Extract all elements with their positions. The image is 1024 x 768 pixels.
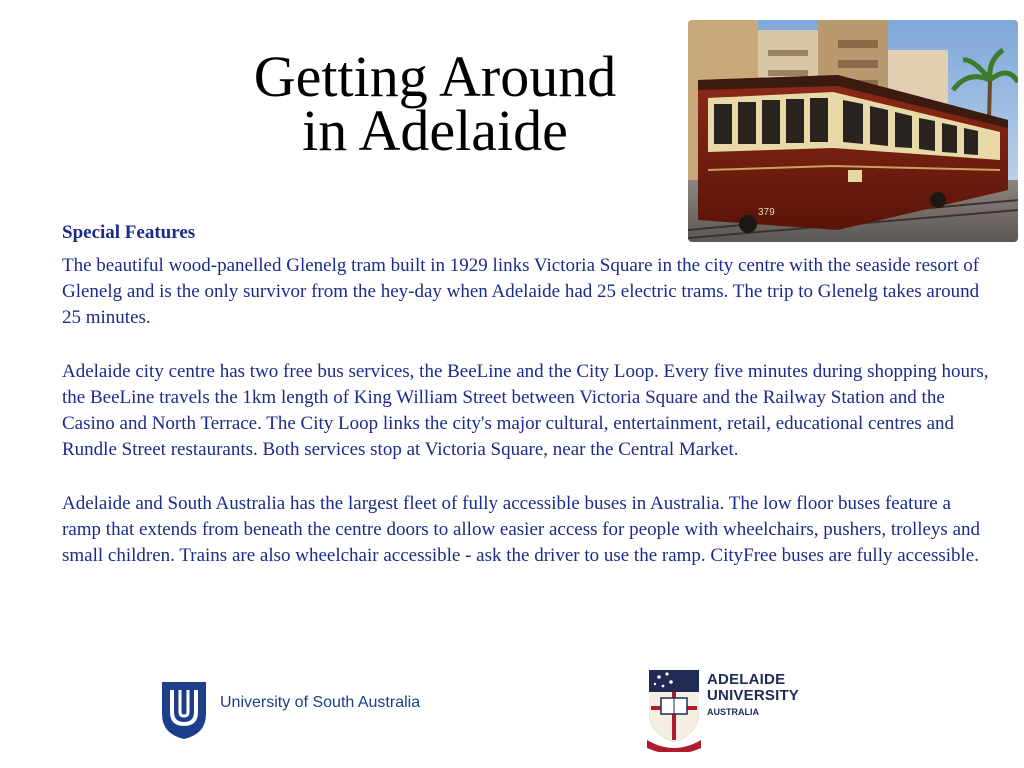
paragraph-accessible-buses: Adelaide and South Australia has the largest fleet of fully accessible buses in Australia. The low floor buses feature a ramp that extends from beneath the centre doors to allow easier access for people with wheelchairs, pushers, trolleys and small children. Trains are also wheelchair accessible - ask the driver to use the ramp. CityFree buses are fully accessible. (62, 493, 981, 566)
paragraph-free-buses: Adelaide city centre has two free bus services, the BeeLine and the City Loop. Every five minutes during shopping hours, the BeeLine travels the 1km length of King William Street between Victoria Square and the Railway Station and the Casino and North Terrace. The City Loop links the city's major cultural, entertainment, retail, educational centres and Rundle Street restaurants. Both services stop at Victoria Square, near the Central Market. (62, 361, 989, 460)
adelaide-word-1: ADELAIDE (707, 671, 786, 688)
page-title (180, 44, 690, 163)
unisa-shield-logo (160, 680, 208, 740)
adelaide-word-2: UNIVERSITY (707, 687, 800, 704)
adelaide-wordmark (707, 672, 799, 720)
title-line-1: Getting Around (253, 44, 617, 109)
title-line-2: in Adelaide (302, 98, 568, 163)
tram-illustration (688, 20, 1018, 242)
unisa-name: University of South Australia (220, 694, 421, 711)
tram-photo (688, 20, 1018, 242)
adelaide-crest-logo (645, 668, 703, 752)
tram-number: 379 (758, 207, 775, 218)
unisa-logo (160, 680, 450, 740)
section-heading: Special Features (62, 222, 196, 243)
paragraph-tram: The beautiful wood-panelled Glenelg tram built in 1929 links Victoria Square in the city centre with the seaside resort of Glenelg and is the only survivor from the hey-day when Adelaide had 25 electric trams. The trip to Glenelg takes around 25 minutes. (62, 255, 980, 328)
adelaide-word-3: AUSTRALIA (707, 707, 759, 717)
adelaide-logo (645, 668, 800, 752)
content (62, 220, 992, 597)
